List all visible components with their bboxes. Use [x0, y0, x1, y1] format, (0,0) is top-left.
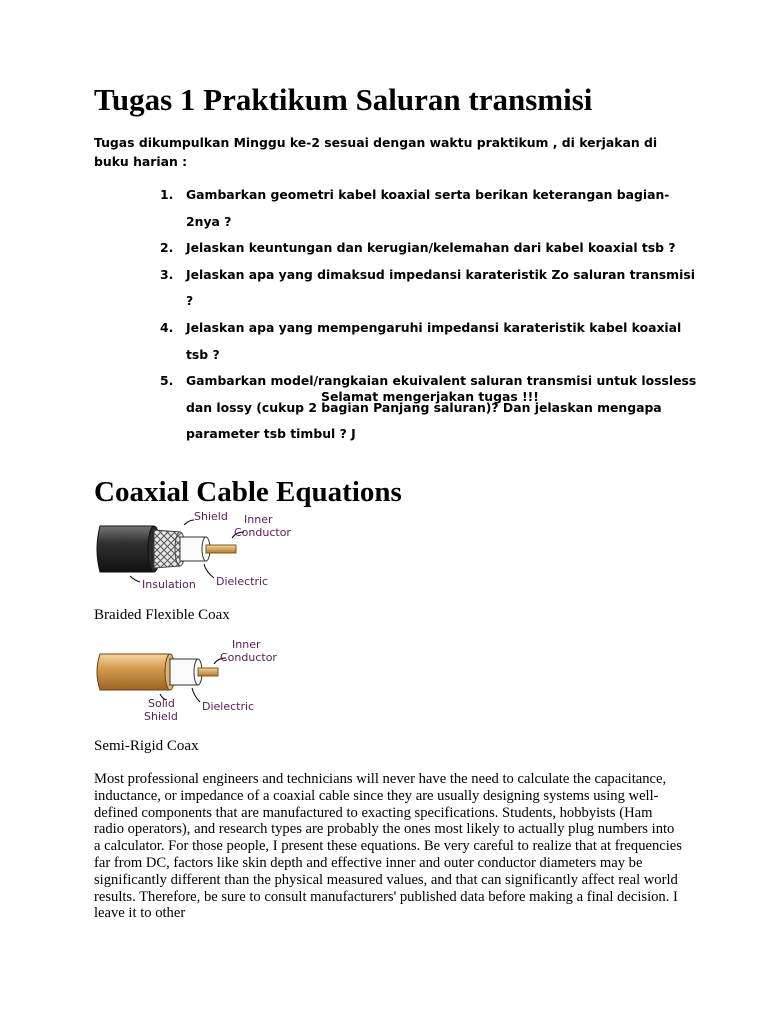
inner-conductor: [206, 545, 236, 553]
body-paragraph: Most professional engineers and technicians will never have the need to calculate the capacitance, inductance, or impedance of a coaxial cable since they are usually designing systems using well-defined components that are manufactured to exacting specifications. Students, hobbyists (Ham radio operators), and research types are probably the ones most likely to actually plug numbers into a calculator. For those people, I present these equations. Be very careful to realize that at frequencies far from DC, factors like skin depth and effective inner and outer conductor diameters may be significantly different than the physical measured values, and that can significantly affect real world results. Therefore, be sure to consult manufacturers' published data before making a final decision. I leave it to other: [94, 771, 682, 922]
label-dielectric: Dielectric: [216, 575, 269, 588]
document-title: Tugas 1 Praktikum Saluran transmisi: [94, 82, 593, 117]
insulation-jacket: [97, 526, 154, 572]
task-number: 5.: [160, 373, 174, 389]
label-conductor: Conductor: [234, 526, 291, 539]
task-item: [160, 262, 700, 315]
section-title: Coaxial Cable Equations: [94, 476, 402, 508]
task-text: Jelaskan keuntungan dan kerugian/kelemahan dari kabel koaxial tsb ?: [186, 240, 676, 256]
intro-text: Tugas dikumpulkan Minggu ke-2 sesuai dengan waktu praktikum , di kerjakan di buku harian :: [94, 135, 658, 169]
task-number: 2.: [160, 240, 174, 256]
task-number: 1.: [160, 187, 174, 202]
solid-shield: [97, 654, 170, 690]
semirigid-coax-figure: [94, 634, 294, 724]
label-solid: Solid: [148, 697, 175, 710]
label-conductor: Conductor: [220, 651, 277, 664]
task-text: Gambarkan model/rangkaian ekuivalent saluran transmisi untuk lossless dan lossy (cukup 2 bagian Panjang saluran)? Dan jelaskan mengapa parameter tsb timbul ? J: [186, 373, 697, 442]
label-shield: Shield: [194, 510, 228, 523]
label-insulation: Insulation: [142, 578, 196, 591]
label-inner: Inner: [232, 638, 261, 651]
task-item: [160, 368, 700, 448]
task-text: Jelaskan apa yang dimaksud impedansi karateristik Zo saluran transmisi ?: [186, 266, 695, 309]
task-item: [160, 182, 700, 235]
figure2-caption: Semi-Rigid Coax: [94, 738, 199, 754]
closing-text: Selamat mengerjakan tugas !!!: [321, 389, 539, 404]
task-text: Jelaskan apa yang mempengaruhi impedansi karateristik kabel koaxial tsb ?: [186, 319, 682, 362]
label-shield: Shield: [144, 710, 178, 723]
task-list: [160, 182, 700, 448]
task-item: [160, 315, 700, 368]
task-text: Gambarkan geometri kabel koaxial serta berikan keterangan bagian-2nya ?: [186, 187, 670, 229]
figure1-caption: Braided Flexible Coax: [94, 607, 230, 623]
inner-conductor: [198, 668, 218, 676]
label-inner: Inner: [244, 513, 273, 526]
task-number: 3.: [160, 266, 174, 282]
label-dielectric: Dielectric: [202, 700, 255, 713]
task-item: [160, 235, 700, 262]
task-number: 4.: [160, 319, 174, 335]
braided-coax-figure: [94, 508, 304, 594]
